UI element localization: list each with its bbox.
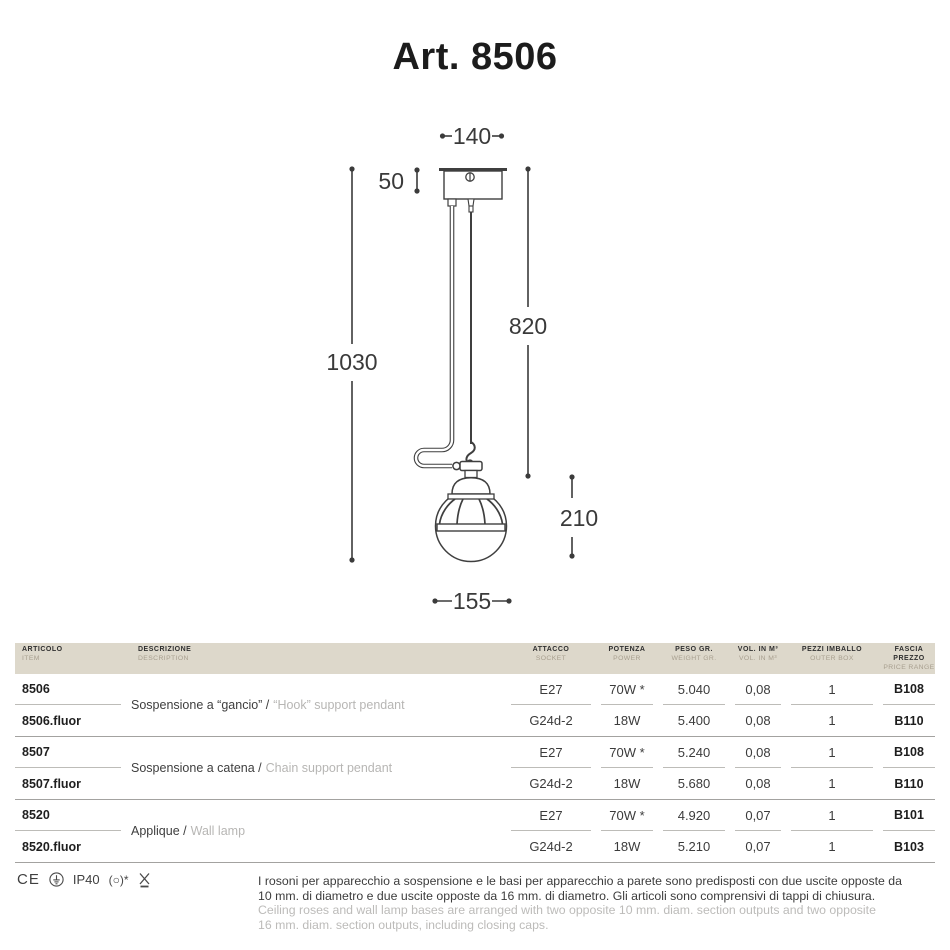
socket-value: G24d-2 xyxy=(529,713,573,728)
outer-box-value: 1 xyxy=(828,776,836,791)
weight-value: 5.210 xyxy=(677,839,711,854)
article-code: 8520.fluor xyxy=(22,839,82,854)
col-header-peso: PESO GR. WEIGHT GR. xyxy=(671,646,717,662)
outer-box-value: 1 xyxy=(828,839,836,854)
weight-value: 5.680 xyxy=(677,776,711,791)
dim-label-140: 140 xyxy=(452,123,492,149)
outer-box-value: 1 xyxy=(828,713,836,728)
article-code: 8507.fluor xyxy=(22,776,82,791)
col-header-volume: VOL. IN M³ VOL. IN M³ xyxy=(737,646,779,662)
dim-lamp-width xyxy=(432,588,511,614)
footnote-italian-line: 10 mm. di diametro e due uscite opposte da 16 mm. di diametro. Gli articoli sono comprensivi di tappi di chiusura. xyxy=(258,888,876,903)
power-value: 18W xyxy=(613,839,641,854)
socket-value: E27 xyxy=(511,737,591,768)
article-code: 8507 xyxy=(15,737,121,768)
power-value: 18W xyxy=(613,776,641,791)
power-value: 70W * xyxy=(601,674,653,705)
earth-ground-icon xyxy=(49,872,64,887)
ceiling-rose xyxy=(439,170,507,200)
article-code: 8506 xyxy=(15,674,121,705)
dim-label-1030: 1030 xyxy=(326,349,378,375)
support-rod xyxy=(416,199,456,466)
price-range-value: B108 xyxy=(883,674,935,705)
dim-label-820: 820 xyxy=(508,313,548,339)
footnote xyxy=(258,874,902,932)
volume-value: 0,08 xyxy=(735,737,781,768)
price-range-value: B108 xyxy=(883,737,935,768)
volume-value: 0,07 xyxy=(745,839,771,854)
article-code: 8506.fluor xyxy=(22,713,82,728)
description-cell: Sospensione a catena / Chain support pendant xyxy=(131,761,393,775)
dim-label-210: 210 xyxy=(559,505,599,531)
dim-lamp-height xyxy=(560,474,598,558)
outer-box-value: 1 xyxy=(791,737,873,768)
lamp-body xyxy=(436,462,507,562)
socket-value: G24d-2 xyxy=(529,776,573,791)
lamp-dome xyxy=(452,478,490,494)
weight-value: 4.920 xyxy=(663,800,725,831)
socket-value: E27 xyxy=(511,674,591,705)
volume-value: 0,08 xyxy=(735,674,781,705)
dim-overall-height xyxy=(326,166,377,562)
socket-value: E27 xyxy=(511,800,591,831)
table-group-8520 xyxy=(15,800,935,863)
col-header-descrizione: DESCRIZIONE DESCRIPTION xyxy=(138,646,192,662)
footnote-english-line: Ceiling roses and wall lamp bases are arranged with two opposite 10 mm. diam. section outputs and two opposite xyxy=(258,903,876,918)
page-title: Art. 8506 xyxy=(392,36,558,78)
price-range-value: B101 xyxy=(883,800,935,831)
volume-value: 0,08 xyxy=(745,776,771,791)
footnote-italian-line: I rosoni per apparecchio a sospensione e le basi per apparecchio a parete sono predisposti con due uscite opposte da xyxy=(258,874,902,888)
description-cell: Applique / Wall lamp xyxy=(131,824,246,838)
ip-rating: IP40 xyxy=(72,872,100,887)
price-range-value: B110 xyxy=(894,776,924,791)
power-value: 70W * xyxy=(601,800,653,831)
col-header-potenza: POTENZA POWER xyxy=(608,646,646,662)
globe-band xyxy=(437,524,505,531)
weight-value: 5.400 xyxy=(677,713,711,728)
weight-value: 5.040 xyxy=(663,674,725,705)
outer-box-value: 1 xyxy=(791,674,873,705)
article-code: 8520 xyxy=(15,800,121,831)
table-group-8507 xyxy=(15,737,935,800)
spec-table xyxy=(15,643,935,863)
table-header xyxy=(15,643,935,674)
suspension-cable xyxy=(466,199,474,466)
power-value: 70W * xyxy=(601,737,653,768)
footnote-english-line: 16 mm. diam. section outputs, including closing caps. xyxy=(258,917,549,932)
description-cell: Sospensione a “gancio” / “Hook” support pendant xyxy=(131,698,405,712)
dim-label-155: 155 xyxy=(452,588,492,614)
dim-canopy-height xyxy=(378,167,419,194)
weight-value: 5.240 xyxy=(663,737,725,768)
technical-drawing xyxy=(0,100,950,620)
col-header-articolo: ARTICOLO ITEM xyxy=(22,646,63,662)
dim-label-50: 50 xyxy=(378,168,404,194)
volume-value: 0,07 xyxy=(735,800,781,831)
outer-box-value: 1 xyxy=(791,800,873,831)
col-header-attacco: ATTACCO SOCKET xyxy=(532,646,570,662)
ce-mark-icon: CE xyxy=(17,871,40,888)
col-header-fascia: FASCIA PREZZO PRICE RANGE xyxy=(883,646,935,671)
pendant-lamp-drawing xyxy=(416,170,507,562)
volume-value: 0,08 xyxy=(745,713,771,728)
crossed-lamp-icon xyxy=(138,871,151,888)
dim-suspension-height xyxy=(509,166,547,478)
socket-value: G24d-2 xyxy=(529,839,573,854)
self-shielded-lamp-icon: (○)* xyxy=(108,872,129,887)
dim-canopy-width xyxy=(440,123,504,149)
price-range-value: B103 xyxy=(894,839,924,854)
power-value: 18W xyxy=(613,713,641,728)
price-range-value: B110 xyxy=(894,713,924,728)
table-group-8506 xyxy=(15,674,935,737)
col-header-pezzi: PEZZI IMBALLO OUTER BOX xyxy=(801,646,863,662)
certification-icons xyxy=(17,871,151,888)
